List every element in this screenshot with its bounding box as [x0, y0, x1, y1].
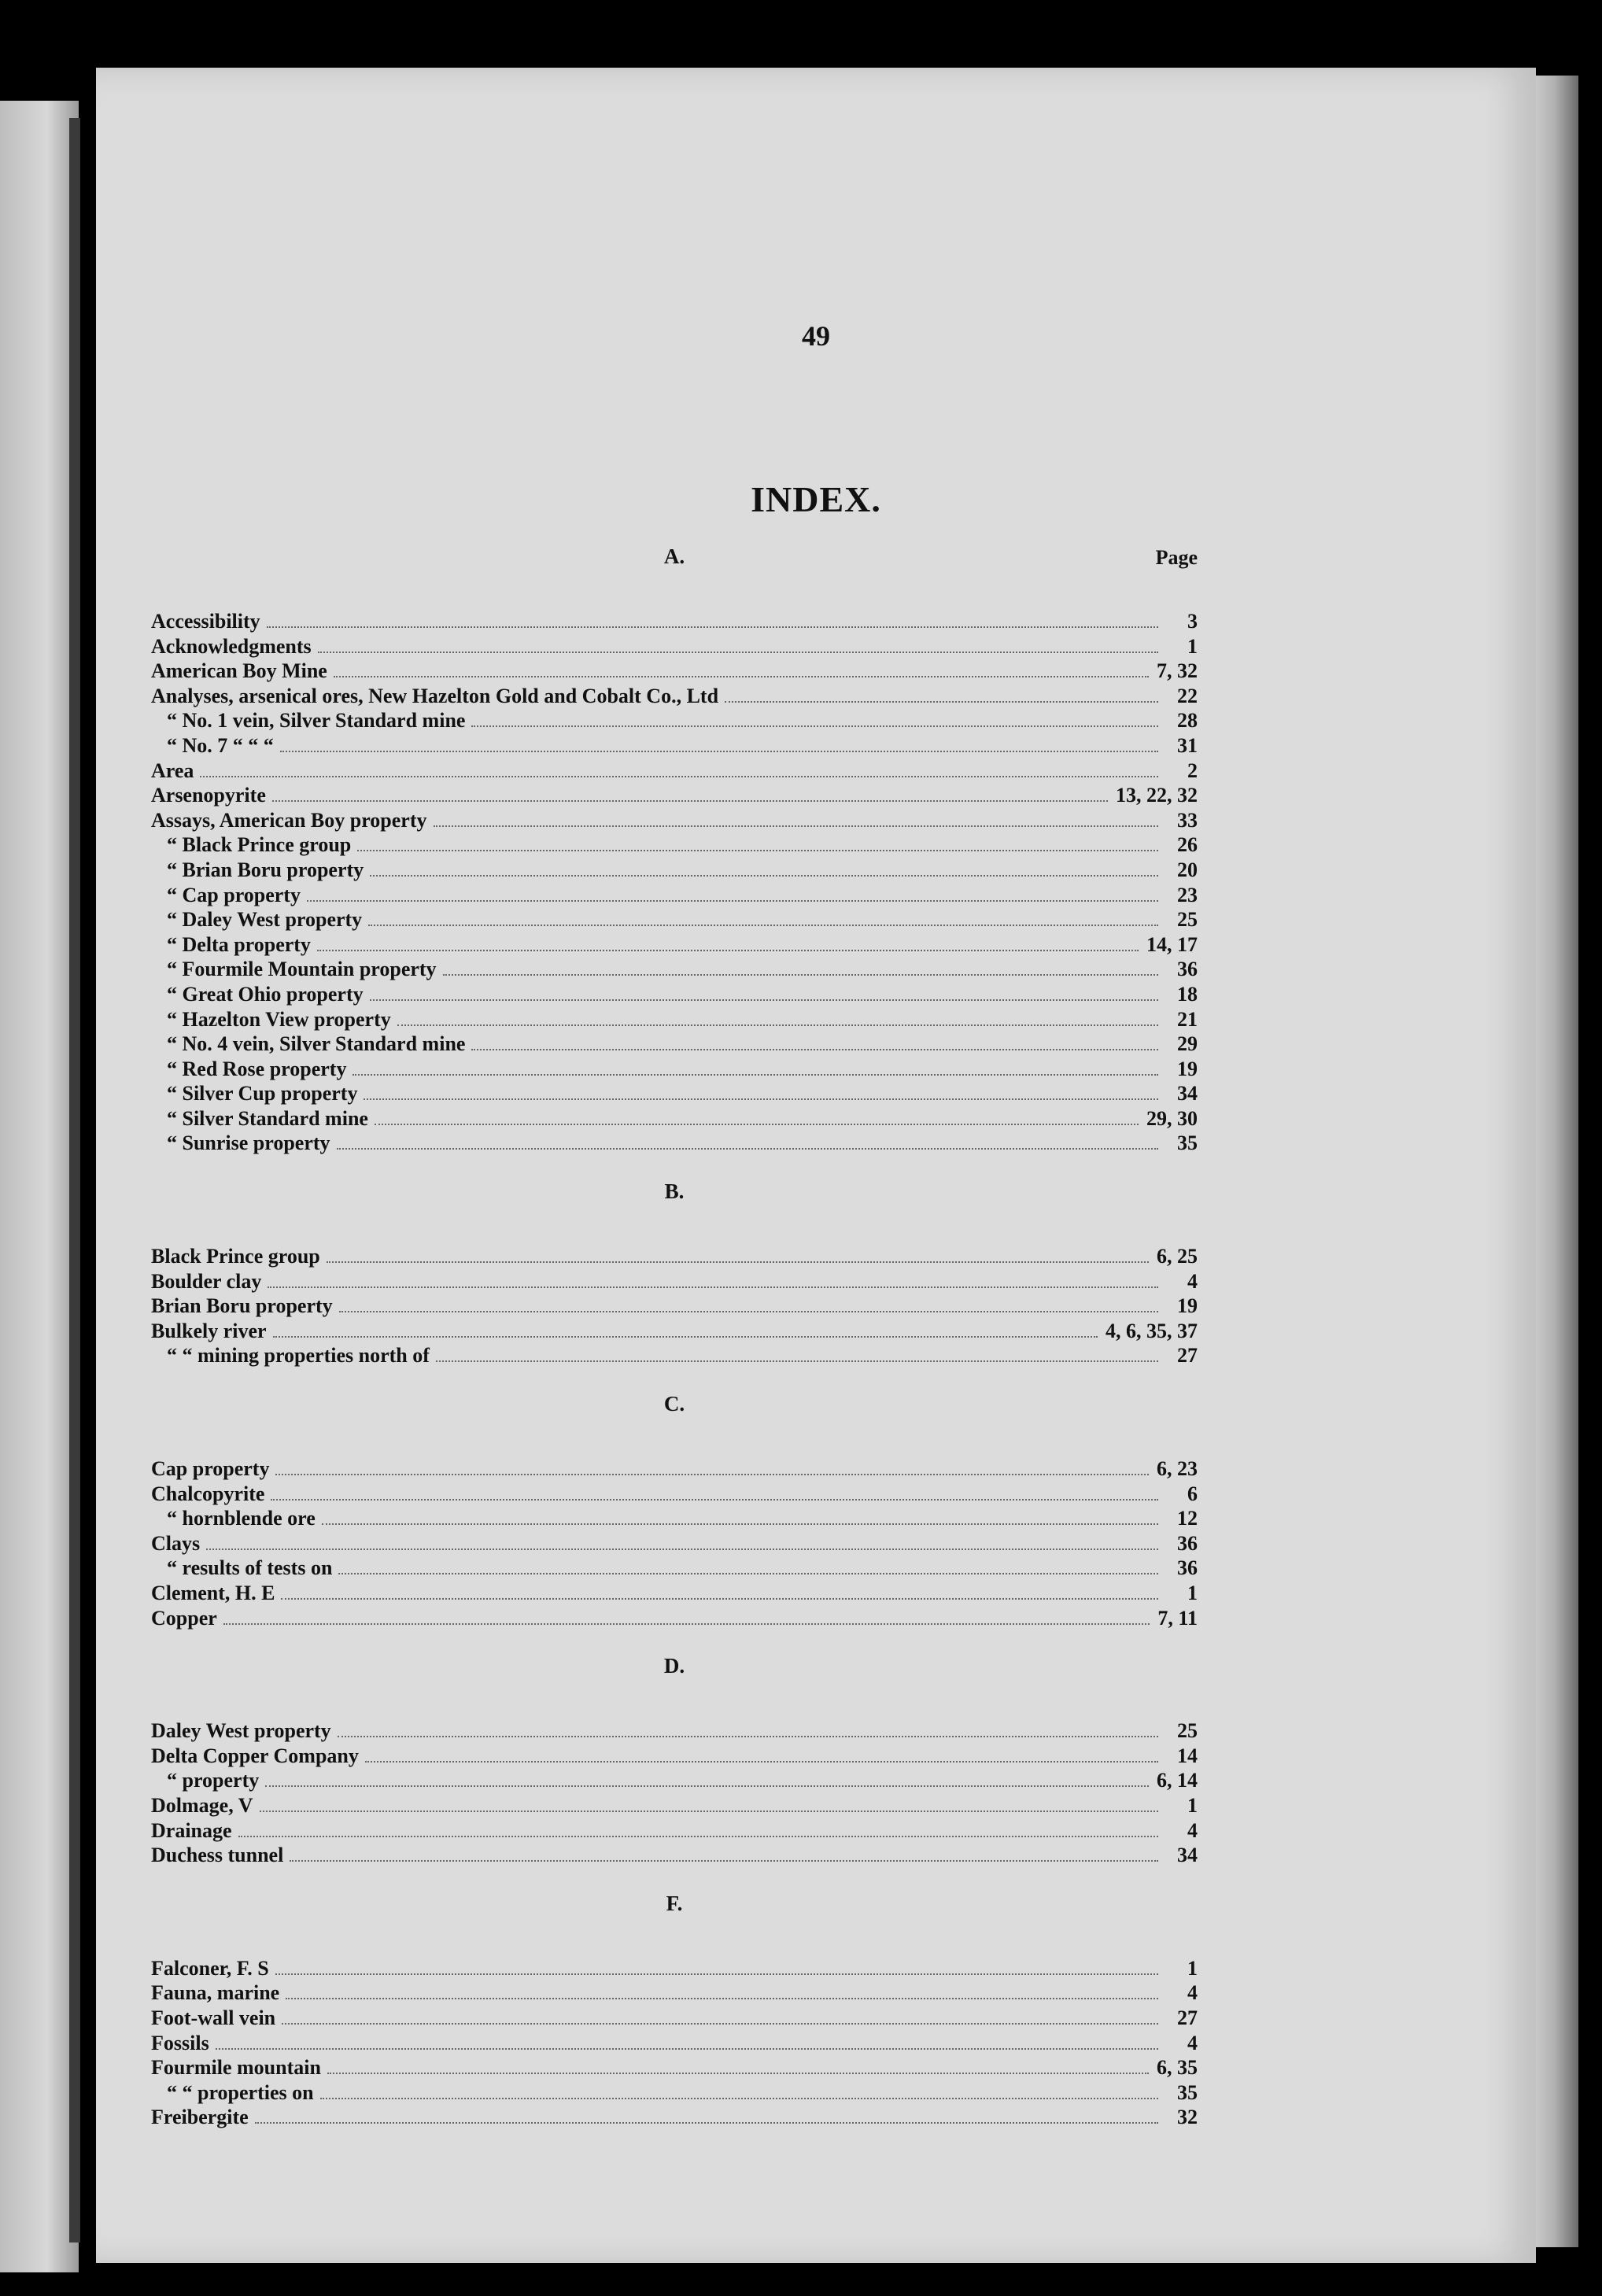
index-entry [151, 1343, 1198, 1368]
index-term: Assays, American Boy property [151, 808, 427, 832]
index-entry [151, 1556, 1198, 1581]
index-term: Clement, H. E [151, 1582, 275, 1604]
dot-leader [260, 1811, 1158, 1812]
index-term: Arsenopyrite [151, 784, 266, 807]
index-term: “ property [167, 1769, 260, 1792]
index-entry [151, 1456, 1198, 1482]
index-page-refs: 4, 6, 35, 37 [1106, 1319, 1198, 1342]
dot-leader [223, 1623, 1150, 1625]
index-page-refs: 1 [1187, 1582, 1198, 1604]
index-page-refs: 27 [1177, 2006, 1198, 2029]
section-letter: F. [666, 1891, 683, 1915]
section-heading [151, 1885, 1198, 1925]
index-entry [151, 1057, 1198, 1082]
dot-leader [275, 1474, 1149, 1475]
index-page-refs: 34 [1177, 1844, 1198, 1867]
adjacent-page-edge [0, 101, 79, 2272]
index-term: Acknowledgments [151, 634, 312, 658]
index-term: “ Red Rose property [167, 1057, 347, 1080]
index-page-refs: 35 [1177, 2080, 1198, 2104]
index-entry [151, 634, 1198, 659]
index-page-refs: 7, 32 [1157, 659, 1198, 683]
dot-leader [273, 1336, 1098, 1338]
dot-leader [471, 725, 1158, 727]
index-entry [151, 1131, 1198, 1156]
section-heading [151, 1173, 1198, 1213]
dot-leader [327, 2073, 1149, 2074]
index-page-refs: 26 [1177, 833, 1198, 857]
index-term: Drainage [151, 1818, 232, 1842]
dot-leader [281, 1598, 1158, 1600]
book-gutter [69, 118, 80, 2242]
dot-leader [339, 1311, 1158, 1312]
index-term: Chalcopyrite [151, 1482, 265, 1505]
index-page-refs: 1 [1187, 1956, 1198, 1980]
index-page-refs: 29, 30 [1146, 1106, 1198, 1130]
dot-leader [280, 751, 1158, 752]
index-entry [151, 932, 1198, 958]
index-page-refs: 18 [1177, 982, 1198, 1006]
index-entry [151, 1319, 1198, 1344]
dot-leader [370, 875, 1158, 877]
dot-leader [282, 2023, 1158, 2025]
index-page-refs: 22 [1177, 684, 1198, 707]
index-entry [151, 1269, 1198, 1294]
index-entry [151, 1106, 1198, 1131]
index-term: Dolmage, V [151, 1793, 253, 1817]
dot-leader [357, 850, 1158, 851]
dot-leader [286, 1998, 1158, 1999]
index-entry [151, 808, 1198, 833]
index-page-refs: 2 [1187, 759, 1198, 782]
index-term: “ No. 4 vein, Silver Standard mine [167, 1032, 466, 1056]
index-term: Fourmile mountain [151, 2056, 321, 2080]
section-spacer [151, 1156, 1198, 1173]
section-heading [151, 538, 1198, 578]
page-title: INDEX. [751, 479, 881, 519]
index-page-refs: 12 [1177, 1507, 1198, 1530]
section-heading [151, 1648, 1198, 1687]
dot-leader [334, 676, 1149, 677]
index-page-refs: 6, 25 [1157, 1245, 1198, 1268]
index-entry [151, 1980, 1198, 2006]
index-entry [151, 733, 1198, 759]
dot-leader [275, 1973, 1158, 1975]
index-entry [151, 1482, 1198, 1507]
index-term: “ Daley West property [167, 908, 363, 932]
section-spacer [151, 1868, 1198, 1885]
section-heading [151, 1386, 1198, 1425]
index-page-refs: 28 [1177, 709, 1198, 733]
index-entry [151, 783, 1198, 808]
index-entry [151, 883, 1198, 908]
index-page-refs: 25 [1177, 908, 1198, 932]
index-page-refs: 23 [1177, 883, 1198, 906]
index-term: Bulkely river [151, 1319, 267, 1342]
index-entry [151, 858, 1198, 883]
page-stack-edge [1531, 76, 1578, 2247]
dot-leader [364, 1098, 1158, 1100]
index-term: “ No. 7 “ “ “ [167, 733, 274, 757]
index-entry [151, 1793, 1198, 1818]
dot-leader [267, 626, 1158, 628]
index-page-refs: 27 [1177, 1344, 1198, 1368]
dot-leader [268, 1286, 1158, 1288]
index-page-refs: 25 [1177, 1719, 1198, 1743]
dot-leader [255, 2122, 1158, 2124]
index-entry [151, 1244, 1198, 1269]
index-entry [151, 832, 1198, 858]
index-term: Copper [151, 1606, 217, 1630]
section-letter: C. [663, 1392, 685, 1416]
dot-leader [271, 1499, 1158, 1501]
index-term: Fossils [151, 2031, 209, 2054]
index-page-refs: 29 [1177, 1032, 1198, 1056]
index-entry [151, 2080, 1198, 2106]
index-page-refs: 4 [1187, 2031, 1198, 2054]
section-spacer [151, 1368, 1198, 1386]
dot-leader [206, 1549, 1158, 1550]
index-term: “ Great Ohio property [167, 982, 364, 1006]
index-page-refs: 4 [1187, 1269, 1198, 1293]
dot-leader [471, 1049, 1158, 1050]
index-term: Fauna, marine [151, 1981, 280, 2005]
index-term: “ Brian Boru property [167, 858, 364, 881]
dot-leader [338, 1573, 1158, 1574]
heading-gap [151, 578, 1198, 609]
index-page-refs: 6 [1187, 1482, 1198, 1505]
index-entry [151, 659, 1198, 684]
index-page-refs: 3 [1187, 610, 1198, 633]
page-column-label: Page [1155, 546, 1198, 569]
index-page-refs: 14, 17 [1146, 932, 1198, 956]
dot-leader [338, 1736, 1158, 1737]
index-term: “ Fourmile Mountain property [167, 958, 437, 981]
dot-leader [238, 1836, 1158, 1837]
dot-leader [434, 825, 1158, 827]
index-entry [151, 1606, 1198, 1631]
page-number: 49 [802, 320, 830, 352]
index-page-refs: 20 [1177, 858, 1198, 881]
index-term: “ Delta property [167, 932, 311, 956]
dot-leader [725, 701, 1158, 703]
index-entry [151, 1294, 1198, 1319]
index-page-refs: 36 [1177, 958, 1198, 981]
index-page-refs: 35 [1177, 1131, 1198, 1155]
index-entry [151, 957, 1198, 982]
index-page-refs: 13, 22, 32 [1116, 784, 1198, 807]
index-entry [151, 2031, 1198, 2056]
index-page-refs: 19 [1177, 1294, 1198, 1318]
index-term: “ Sunrise property [167, 1131, 330, 1155]
index-term: Falconer, F. S [151, 1956, 269, 1980]
dot-leader [322, 1523, 1158, 1525]
index-term: “ Silver Cup property [167, 1082, 358, 1106]
heading-gap [151, 1425, 1198, 1456]
index-entry [151, 1956, 1198, 1981]
dot-leader [337, 1148, 1158, 1150]
dot-leader [436, 1360, 1158, 1362]
index-term: “ Black Prince group [167, 833, 352, 857]
index-list [151, 538, 1198, 2130]
dot-leader [443, 974, 1158, 976]
index-page-refs: 1 [1187, 634, 1198, 658]
index-entry [151, 1506, 1198, 1531]
index-entry [151, 1818, 1198, 1844]
dot-leader [365, 1761, 1158, 1763]
index-entry [151, 1531, 1198, 1556]
index-term: Clays [151, 1531, 201, 1555]
index-term: Black Prince group [151, 1245, 320, 1268]
index-page-refs: 6, 35 [1157, 2056, 1198, 2080]
dot-leader [397, 1024, 1158, 1026]
index-term: Cap property [151, 1457, 270, 1481]
dot-leader [318, 652, 1158, 653]
index-term: “ Silver Standard mine [167, 1106, 368, 1130]
index-page-refs: 6, 23 [1157, 1457, 1198, 1481]
heading-gap [151, 1925, 1198, 1956]
index-term: Analyses, arsenical ores, New Hazelton Gold and Cobalt Co., Ltd [151, 684, 719, 707]
index-entry [151, 1581, 1198, 1606]
index-term: “ Hazelton View property [167, 1007, 391, 1031]
index-term: Daley West property [151, 1719, 331, 1743]
index-page-refs: 4 [1187, 1981, 1198, 2005]
dot-leader [200, 776, 1158, 777]
index-entry [151, 1744, 1198, 1769]
dot-leader [272, 800, 1108, 802]
index-entry [151, 2006, 1198, 2031]
index-page-refs: 36 [1177, 1556, 1198, 1580]
index-page-refs: 32 [1177, 2106, 1198, 2129]
index-page-refs: 4 [1187, 1818, 1198, 1842]
section-letter: B. [664, 1179, 685, 1204]
index-term: “ hornblende ore [167, 1507, 316, 1530]
section-letter: A. [663, 544, 685, 568]
index-entry [151, 1081, 1198, 1106]
section-spacer [151, 1630, 1198, 1648]
dot-leader [320, 2098, 1158, 2099]
index-page-refs: 21 [1177, 1007, 1198, 1031]
index-term: Delta Copper Company [151, 1744, 359, 1767]
dot-leader [370, 999, 1158, 1001]
index-term: Foot-wall vein [151, 2006, 276, 2029]
index-page-refs: 31 [1177, 733, 1198, 757]
index-entry [151, 982, 1198, 1007]
index-term: “ “ properties on [167, 2080, 314, 2104]
index-entry [151, 1843, 1198, 1868]
dot-leader [265, 1785, 1149, 1787]
index-term: Freibergite [151, 2106, 249, 2129]
index-term: American Boy Mine [151, 659, 327, 683]
heading-gap [151, 1213, 1198, 1244]
dot-leader [368, 925, 1158, 926]
index-entry [151, 1718, 1198, 1744]
dot-leader [327, 1261, 1149, 1263]
index-page-refs: 6, 14 [1157, 1769, 1198, 1792]
index-page-refs: 7, 11 [1157, 1606, 1198, 1630]
index-entry [151, 2105, 1198, 2130]
dot-leader [216, 2048, 1158, 2050]
index-entry [151, 1032, 1198, 1057]
heading-gap [151, 1687, 1198, 1718]
index-term: “ results of tests on [167, 1556, 333, 1580]
index-entry [151, 684, 1198, 709]
index-page-refs: 34 [1177, 1082, 1198, 1106]
index-page-refs: 14 [1177, 1744, 1198, 1767]
index-page-refs: 36 [1177, 1531, 1198, 1555]
index-term: Boulder clay [151, 1269, 262, 1293]
index-term: Duchess tunnel [151, 1844, 284, 1867]
index-entry [151, 708, 1198, 733]
index-entry [151, 907, 1198, 932]
dot-leader [317, 950, 1139, 951]
dot-leader [353, 1074, 1158, 1076]
section-letter: D. [663, 1654, 685, 1678]
index-entry [151, 759, 1198, 784]
index-entry [151, 609, 1198, 634]
index-page-refs: 1 [1187, 1793, 1198, 1817]
index-term: “ No. 1 vein, Silver Standard mine [167, 709, 466, 733]
index-term: Area [151, 759, 194, 782]
index-term: “ “ mining properties north of [167, 1344, 430, 1368]
index-entry [151, 1768, 1198, 1793]
index-term: Brian Boru property [151, 1294, 333, 1318]
dot-leader [307, 900, 1158, 902]
index-entry [151, 2055, 1198, 2080]
index-term: “ Cap property [167, 883, 301, 906]
dot-leader [290, 1860, 1158, 1862]
index-page-refs: 33 [1177, 808, 1198, 832]
index-term: Accessibility [151, 610, 260, 633]
dot-leader [375, 1124, 1139, 1125]
index-entry [151, 1007, 1198, 1032]
index-page-refs: 19 [1177, 1057, 1198, 1080]
